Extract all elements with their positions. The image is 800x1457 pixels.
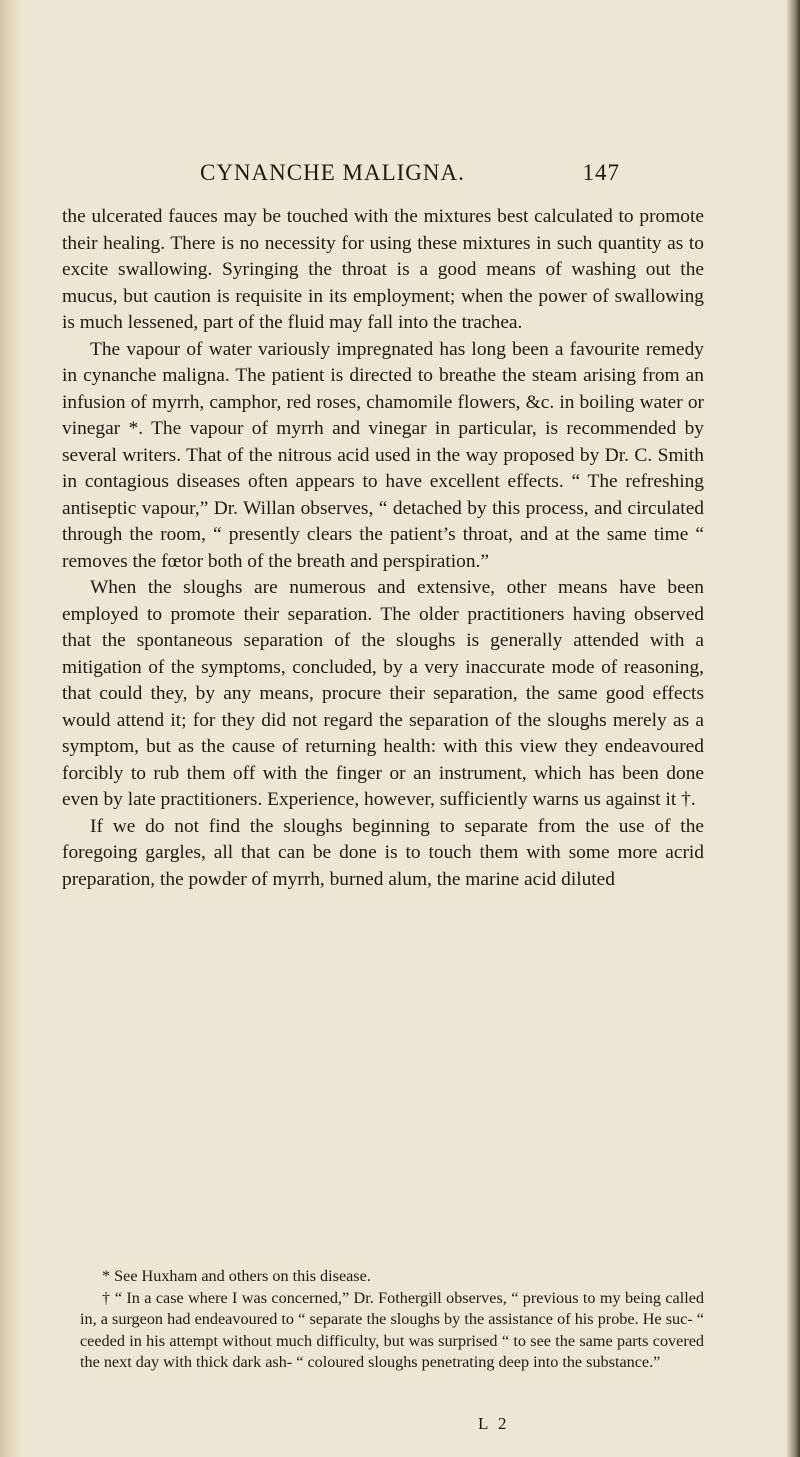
running-head [200, 160, 620, 190]
page-title: CYNANCHE MALIGNA. [200, 160, 465, 185]
paragraph: the ulcerated fauces may be touched with the mixtures best calculated to promote their healing. There is no necessity for using these mixtures in such quantity as to excite swallowing. Syringing the throat is a good means of washing out the mucus, but caution is requisite in its employment; when the power of swallowing is much lessened, part of the fluid may fall into the trachea. [62, 206, 704, 333]
page-edge-right [786, 0, 800, 1457]
footnote: * See Huxham and others on this disease. [102, 1267, 371, 1285]
paragraph: When the sloughs are numerous and extensive, other means have been employed to promote their separation. The older practitioners having observed that the spontaneous separation of the sloughs is generally attended with a mitigation of the symptoms, concluded, by a very inaccurate mode of reasoning, that could they, by any means, procure their separation, the same good effects would attend it; for they did not regard the separation of the sloughs merely as a symptom, but as the cause of returning health: with this view they endeavoured forcibly to rub them off with the finger or an instrument, which has been done even by late practitioners. Experience, however, sufficiently warns us against it †. [62, 577, 704, 810]
footnote: † “ In a case where I was concerned,” Dr. Fothergill observes, “ previous to my being called in, a surgeon had endeavoured to “ separate the sloughs by the assistance of his probe. He suc- “ ceeded in his attempt without much difficulty, but was surprised “ to see the same parts covered the next day with thick dark ash- “ coloured sloughs penetrating deep into the substance.” [80, 1288, 704, 1371]
body-text [62, 204, 704, 893]
paragraph: If we do not find the sloughs beginning to separate from the use of the foregoing gargles, all that can be done is to touch them with some more acrid preparation, the powder of myrrh, burned alum, the marine acid diluted [62, 815, 704, 890]
page-number: 147 [582, 160, 620, 185]
footnotes [80, 1266, 704, 1374]
paragraph: The vapour of water variously impregnated has long been a favourite remedy in cynanche maligna. The patient is directed to breathe the steam arising from an infusion of myrrh, camphor, red roses, chamomile flowers, &c. in boiling water or vinegar *. The vapour of myrrh and vinegar in particular, is recommended by several writers. That of the nitrous acid used in the way proposed by Dr. C. Smith in contagious diseases often appears to have excellent effects. “ The refreshing antiseptic vapour,” Dr. Willan observes, “ detached by this process, and circulated through the room, “ presently clears the patient’s throat, and at the same time “ removes the fœtor both of the breath and perspiration.” [62, 338, 704, 572]
signature-mark: L 2 [478, 1414, 510, 1433]
page-edge-left [0, 0, 22, 1457]
